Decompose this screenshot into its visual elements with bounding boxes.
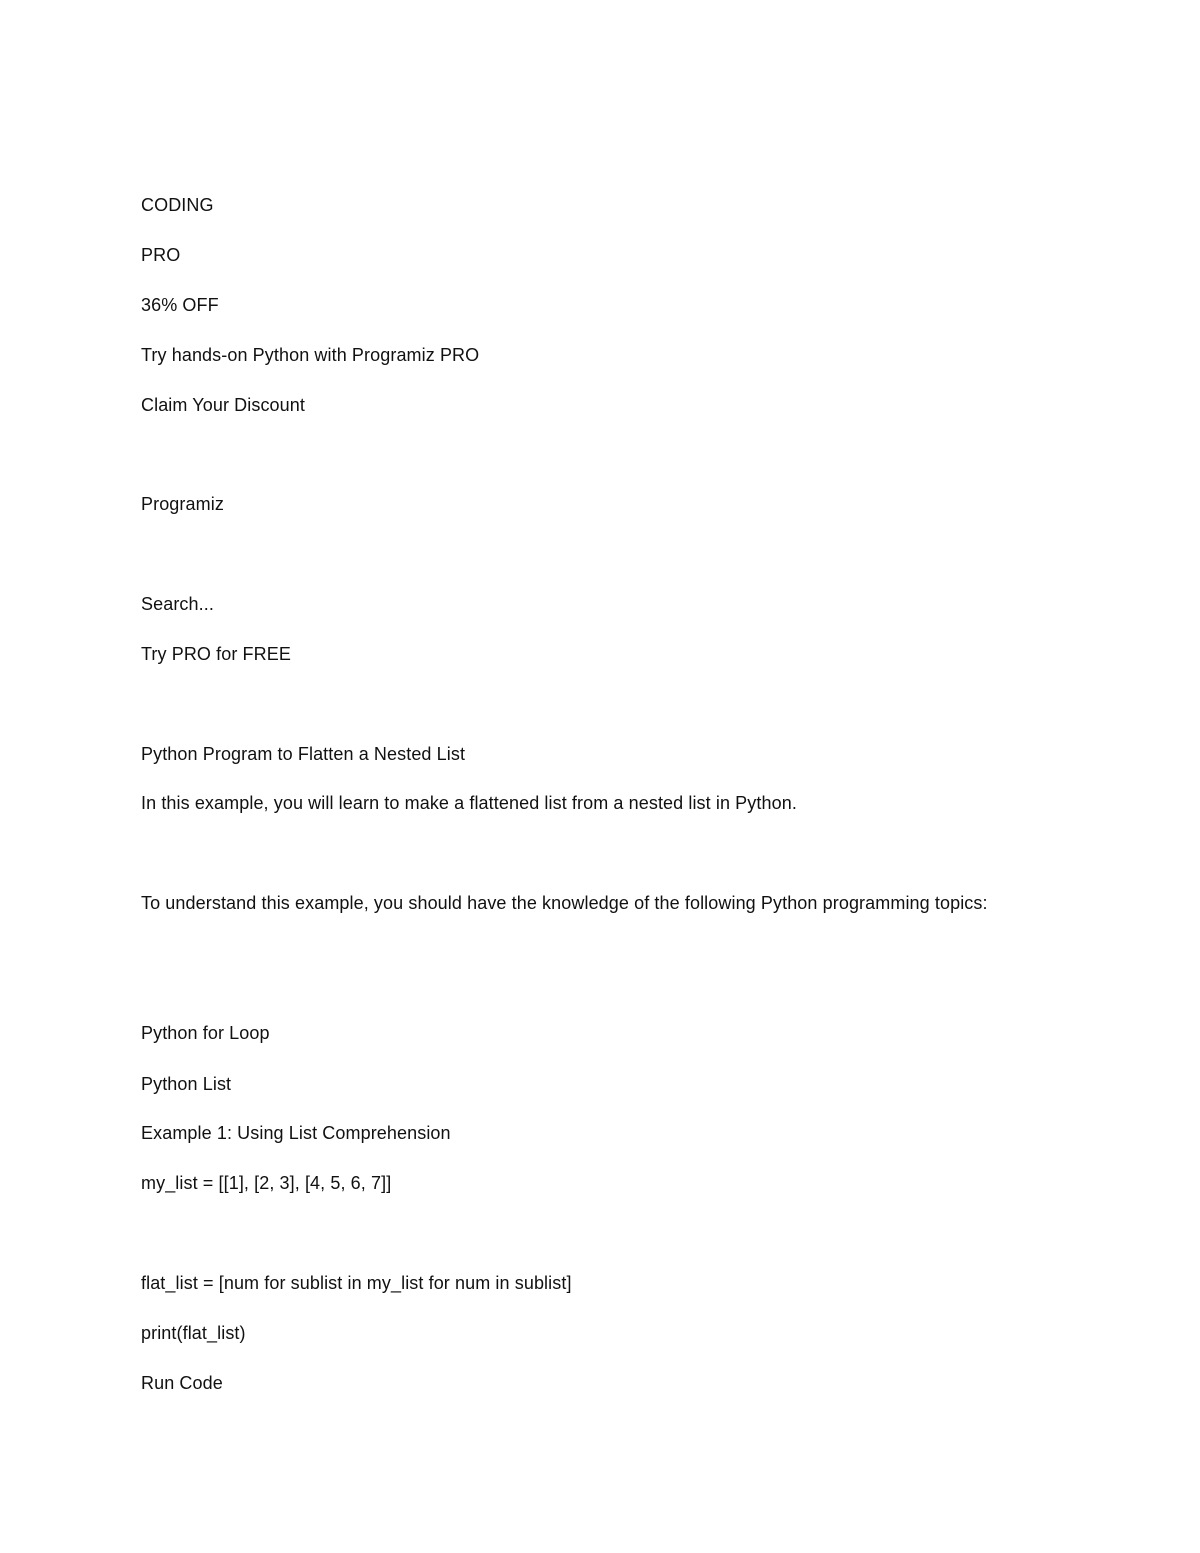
topic-link-list[interactable]: Python List <box>141 1074 232 1094</box>
page-title: Python Program to Flatten a Nested List <box>141 744 466 764</box>
search-text: Search... <box>141 594 214 614</box>
intro-paragraph: In this example, you will learn to make a flattened list from a nested list in Python. <box>141 793 797 813</box>
discount-text: 36% OFF <box>141 295 219 315</box>
topic-link-for-loop[interactable]: Python for Loop <box>141 1023 270 1043</box>
code-line-print: print(flat_list) <box>141 1323 246 1343</box>
promo-tagline: Try hands-on Python with Programiz PRO <box>141 345 480 365</box>
example-heading: Example 1: Using List Comprehension <box>141 1123 451 1143</box>
prerequisites-paragraph: To understand this example, you should have the knowledge of the following Python programming topics: <box>141 893 988 913</box>
promo-coding-text: CODING <box>141 195 214 215</box>
try-pro-link[interactable]: Try PRO for FREE <box>141 644 291 664</box>
promo-pro-text: PRO <box>141 245 181 265</box>
site-name: Programiz <box>141 494 224 514</box>
run-code-link[interactable]: Run Code <box>141 1373 223 1393</box>
claim-discount-link[interactable]: Claim Your Discount <box>141 395 305 415</box>
code-line-flat-list: flat_list = [num for sublist in my_list for num in sublist] <box>141 1273 572 1293</box>
code-line-my-list: my_list = [[1], [2, 3], [4, 5, 6, 7]] <box>141 1173 392 1193</box>
